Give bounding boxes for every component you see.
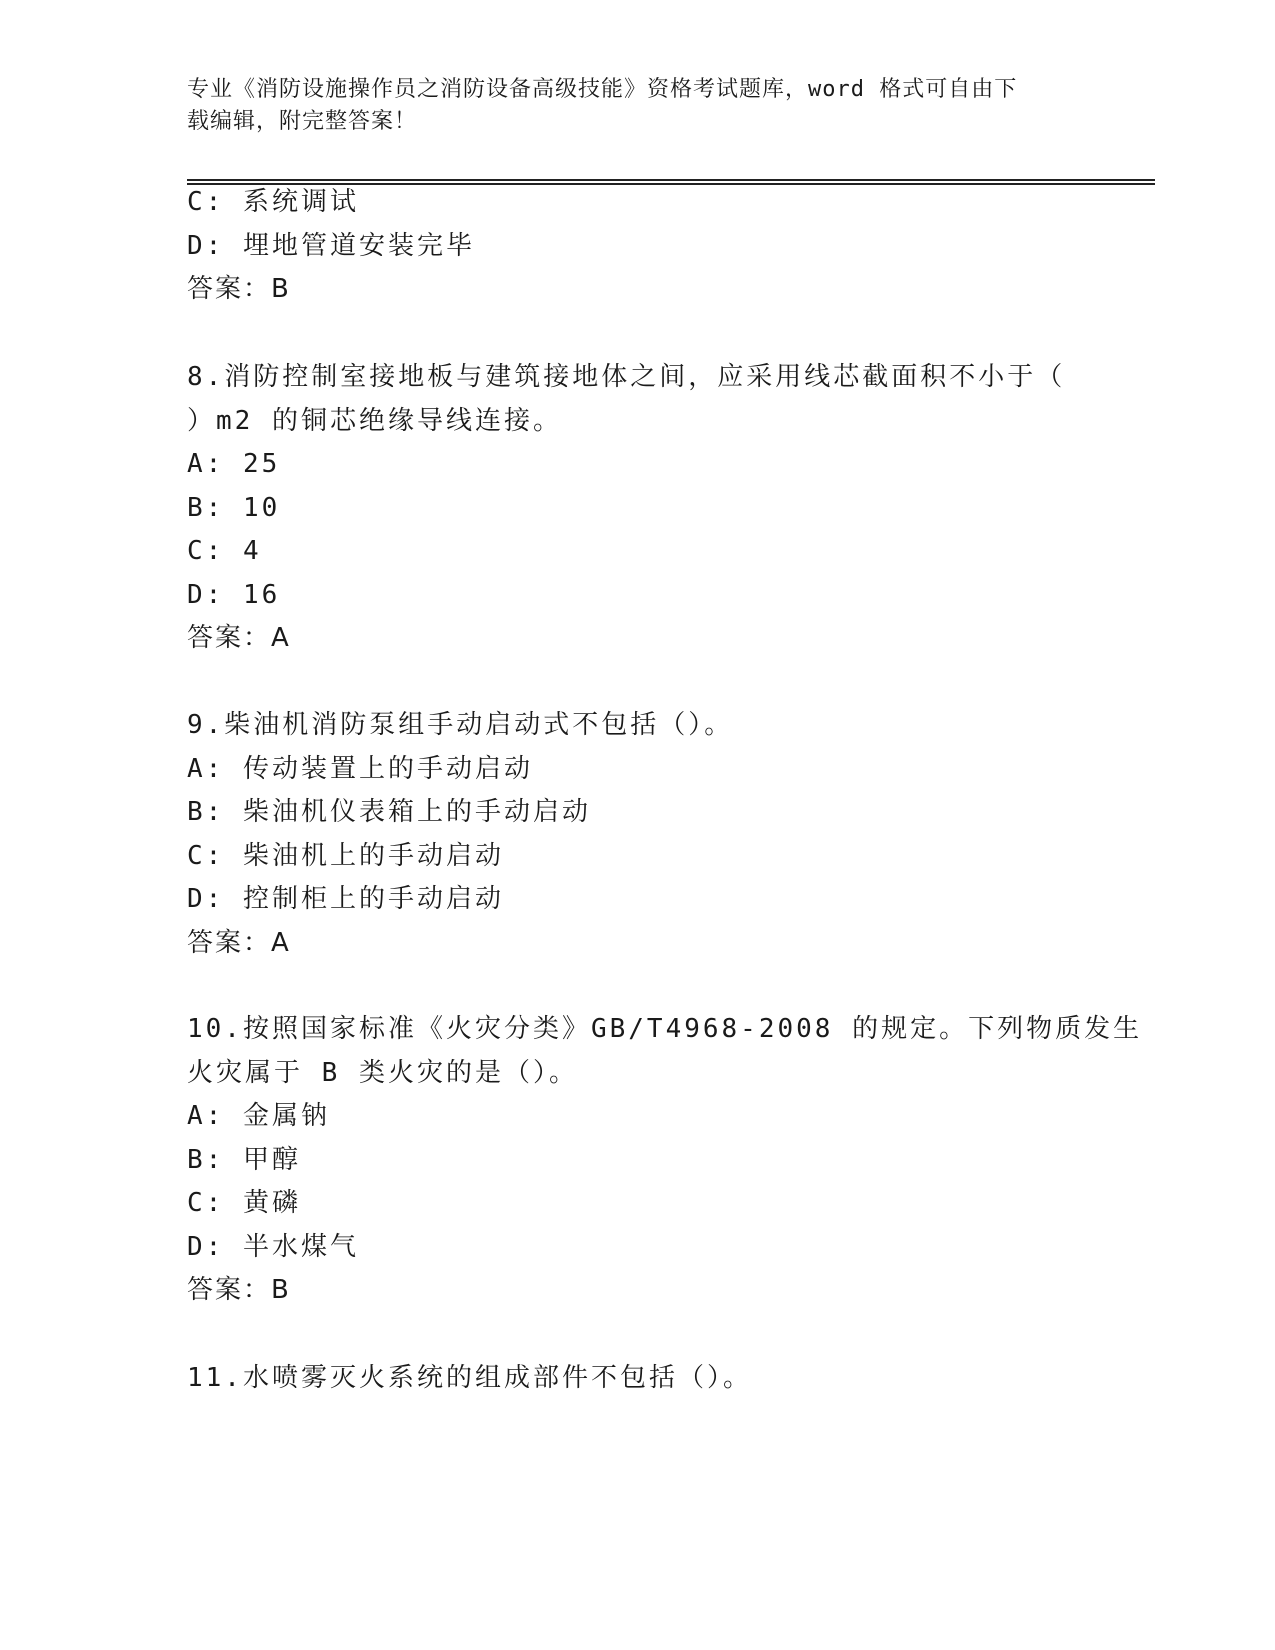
option-d: D: 控制柜上的手动启动 xyxy=(187,884,504,914)
question-8-text-cont: ）m2 的铜芯绝缘导线连接。 xyxy=(187,406,562,436)
option-a: A: 传动装置上的手动启动 xyxy=(187,754,533,784)
option-c: C: 4 xyxy=(187,536,262,566)
answer-line: 答案：B xyxy=(187,274,291,304)
header-line-2: 载编辑，附完整答案！ xyxy=(187,109,418,134)
option-b: B: 甲醇 xyxy=(187,1145,301,1175)
question-8-text: 8.消防控制室接地板与建筑接地体之间，应采用线芯截面积不小于（ xyxy=(187,362,1066,392)
option-c: C: 系统调试 xyxy=(187,187,359,217)
question-11-text: 11.水喷雾灭火系统的组成部件不包括（）。 xyxy=(187,1363,752,1393)
option-a: A: 25 xyxy=(187,449,281,479)
option-a: A: 金属钠 xyxy=(187,1101,330,1131)
option-c: C: 柴油机上的手动启动 xyxy=(187,841,504,871)
option-b: B: 10 xyxy=(187,493,281,523)
question-9-text: 9.柴油机消防泵组手动启动式不包括（）。 xyxy=(187,710,734,740)
option-d: D: 16 xyxy=(187,580,281,610)
option-b: B: 柴油机仪表箱上的手动启动 xyxy=(187,797,591,827)
option-d: D: 埋地管道安装完毕 xyxy=(187,231,475,261)
option-c: C: 黄磷 xyxy=(187,1188,301,1218)
option-d: D: 半水煤气 xyxy=(187,1232,359,1262)
page-header xyxy=(187,74,1067,138)
question-10-text-cont: 火灾属于 B 类火灾的是（）。 xyxy=(187,1058,578,1088)
question-10-text: 10.按照国家标准《火灾分类》GB/T4968-2008 的规定。下列物质发生 xyxy=(187,1014,1143,1044)
header-line-1: 专业《消防设施操作员之消防设备高级技能》资格考试题库，word 格式可自由下 xyxy=(187,77,1018,102)
answer-line: 答案：B xyxy=(187,1275,291,1305)
answer-line: 答案：A xyxy=(187,928,291,958)
answer-line: 答案：A xyxy=(187,623,291,653)
